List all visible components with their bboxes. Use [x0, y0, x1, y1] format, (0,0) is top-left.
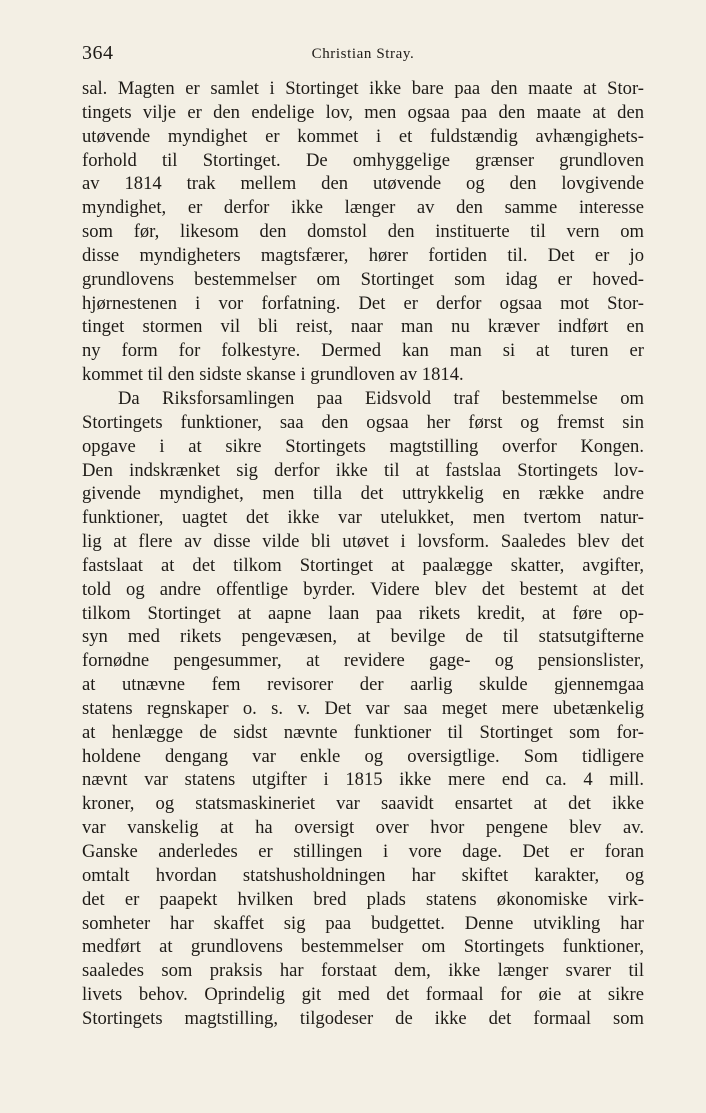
text-line: opgave i at sikre Stortingets magtstilling overfor Kongen.: [82, 435, 644, 457]
text-line: Stortingets magtstilling, tilgodeser de ikke det formaal som: [82, 1007, 644, 1029]
text-line: Den indskrænket sig derfor ikke til at fastslaa Stortingets lov-: [82, 459, 644, 481]
text-line: medført at grundlovens bestemmelser om Stortingets funktioner,: [82, 936, 644, 958]
body-text: [82, 77, 644, 1031]
text-line: syn med rikets pengevæsen, at bevilge de til statsutgifterne: [82, 626, 644, 648]
text-line: told og andre offentlige byrder. Videre blev det bestemt at det: [82, 578, 644, 600]
text-line: tilkom Stortinget at aapne laan paa rikets kredit, at føre op-: [82, 602, 644, 624]
text-line: nævnt var statens utgifter i 1815 ikke mere end ca. 4 mill.: [82, 769, 644, 791]
text-line: var vanskelig at ha oversigt over hvor pengene blev av.: [82, 817, 644, 839]
text-line: givende myndighet, men tilla det uttrykkelig en række andre: [82, 483, 644, 505]
text-line: som før, likesom den domstol den instituerte til vern om: [82, 221, 644, 243]
text-line: at henlægge de sidst nævnte funktioner til Stortinget som for-: [82, 721, 644, 743]
text-line: forhold til Stortinget. De omhyggelige grænser grundloven: [82, 149, 644, 171]
paragraph-start-line: Da Riksforsamlingen paa Eidsvold traf bestemmelse om: [118, 387, 644, 409]
text-line: hjørnestenen i vor forfatning. Det er derfor ogsaa mot Stor-: [82, 292, 644, 314]
text-line: ny form for folkestyre. Dermed kan man si at turen er: [82, 340, 644, 362]
text-line: funktioner, uagtet det ikke var utelukket, men tvertom natur-: [82, 507, 644, 529]
text-line: grundlovens bestemmelser om Stortinget som idag er hoved-: [82, 268, 644, 290]
text-line: tingets vilje er den endelige lov, men ogsaa paa den maate at den: [82, 101, 644, 123]
text-line: tinget stormen vil bli reist, naar man nu kræver indført en: [82, 316, 644, 338]
text-line: Stortingets funktioner, saa den ogsaa her først og fremst sin: [82, 411, 644, 433]
text-line: av 1814 trak mellem den utøvende og den lovgivende: [82, 173, 644, 195]
text-line: at utnævne fem revisorer der aarlig skulde gjennemgaa: [82, 674, 644, 696]
text-line: lig at flere av disse vilde bli utøvet i lovsform. Saaledes blev det: [82, 531, 644, 553]
text-line: fornødne pengesummer, at revidere gage- og pensionslister,: [82, 650, 644, 672]
text-line: holdene dengang var enkle og oversigtlige. Som tidligere: [82, 745, 644, 767]
text-line: saaledes som praksis har forstaat dem, ikke længer svarer til: [82, 960, 644, 982]
text-line: myndighet, er derfor ikke længer av den samme interesse: [82, 197, 644, 219]
page-number: 364: [82, 42, 114, 64]
text-line: fastslaat at det tilkom Stortinget at paalægge skatter, avgifter,: [82, 554, 644, 576]
text-line: Ganske anderledes er stillingen i vore dage. Det er foran: [82, 841, 644, 862]
text-line: disse myndigheters magtsfærer, hører fortiden til. Det er jo: [82, 244, 644, 266]
text-line: statens regnskaper o. s. v. Det var saa meget mere ubetænkelig: [82, 697, 644, 719]
running-head: [82, 40, 644, 68]
text-line: det er paapekt hvilken bred plads statens økonomiske virk-: [82, 888, 644, 910]
text-line: livets behov. Oprindelig git med det formaal for øie at sikre: [82, 984, 644, 1006]
paragraph-end-line: kommet til den sidste skanse i grundloven av 1814.: [82, 364, 464, 386]
running-title: Christian Stray.: [311, 46, 415, 62]
text-line: omtalt hvordan statshusholdningen har skiftet karakter, og: [82, 864, 644, 886]
text-line: sal. Magten er samlet i Stortinget ikke bare paa den maate at Stor-: [82, 78, 644, 99]
text-line: somheter har skaffet sig paa budgettet. Denne utvikling har: [82, 912, 644, 934]
text-line: kroner, og statsmaskineriet var saavidt ensartet at det ikke: [82, 793, 644, 815]
text-line: utøvende myndighet er kommet i et fuldstændig avhængighets-: [82, 125, 644, 147]
